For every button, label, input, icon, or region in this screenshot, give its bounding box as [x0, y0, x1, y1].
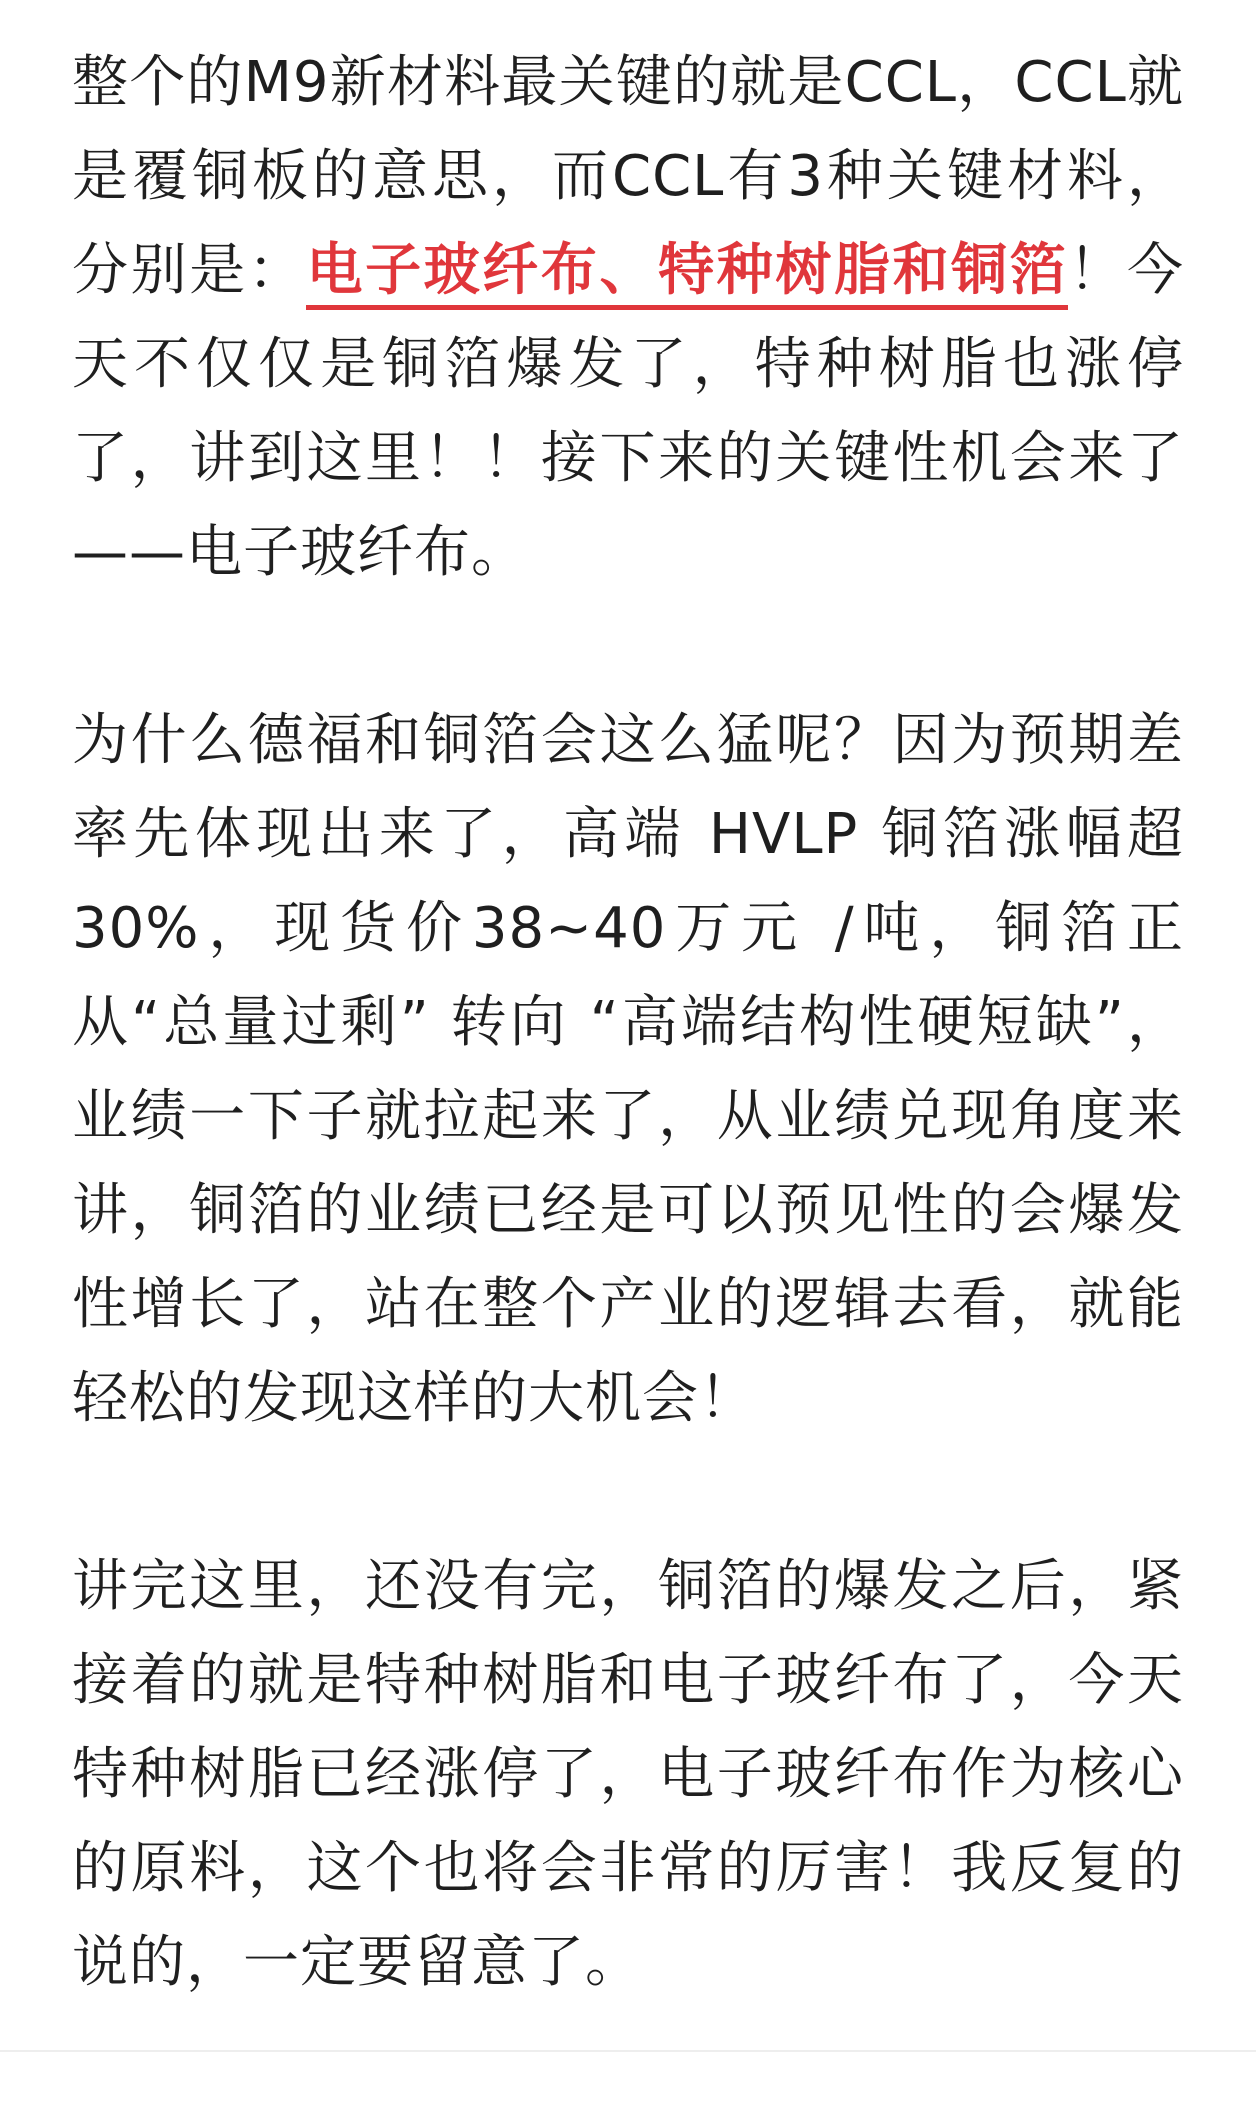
highlighted-materials: 电子玻纤布、特种树脂和铜箔 [306, 238, 1068, 310]
article-body [72, 36, 1184, 2010]
bottom-divider [0, 2050, 1256, 2052]
paragraph-3: 讲完这里，还没有完，铜箔的爆发之后，紧接着的就是特种树脂和电子玻纤布了，今天特种树脂已经涨停了，电子玻纤布作为核心的原料，这个也将会非常的厉害！我反复的说的，一定要留意了。 [72, 1554, 1184, 1995]
paragraph-1-text-start: 整个的M9新材料最关键的就是CCL，CCL就是覆铜板的意思，而CCL有3种关键材料，分别是： [72, 50, 1184, 303]
paragraph-2: 为什么德福和铜箔会这么猛呢？因为预期差率先体现出来了，高端 HVLP 铜箔涨幅超30%，现货价38~40万元 /吨，铜箔正从“总量过剩” 转向 “高端结构性硬短缺”，业绩一下子就拉起来了，从业绩兑现角度来讲，铜箔的业绩已经是可以预见性的会爆发性增长了，站在整个产业的逻辑去看，就能轻松的发现这样的大机会！ [72, 708, 1184, 1431]
paragraph-1-text-end: ！今天不仅仅是铜箔爆发了，特种树脂也涨停了，讲到这里！！接下来的关键性机会来了——电子玻纤布。 [72, 238, 1185, 585]
paragraph-1 [72, 36, 1184, 600]
